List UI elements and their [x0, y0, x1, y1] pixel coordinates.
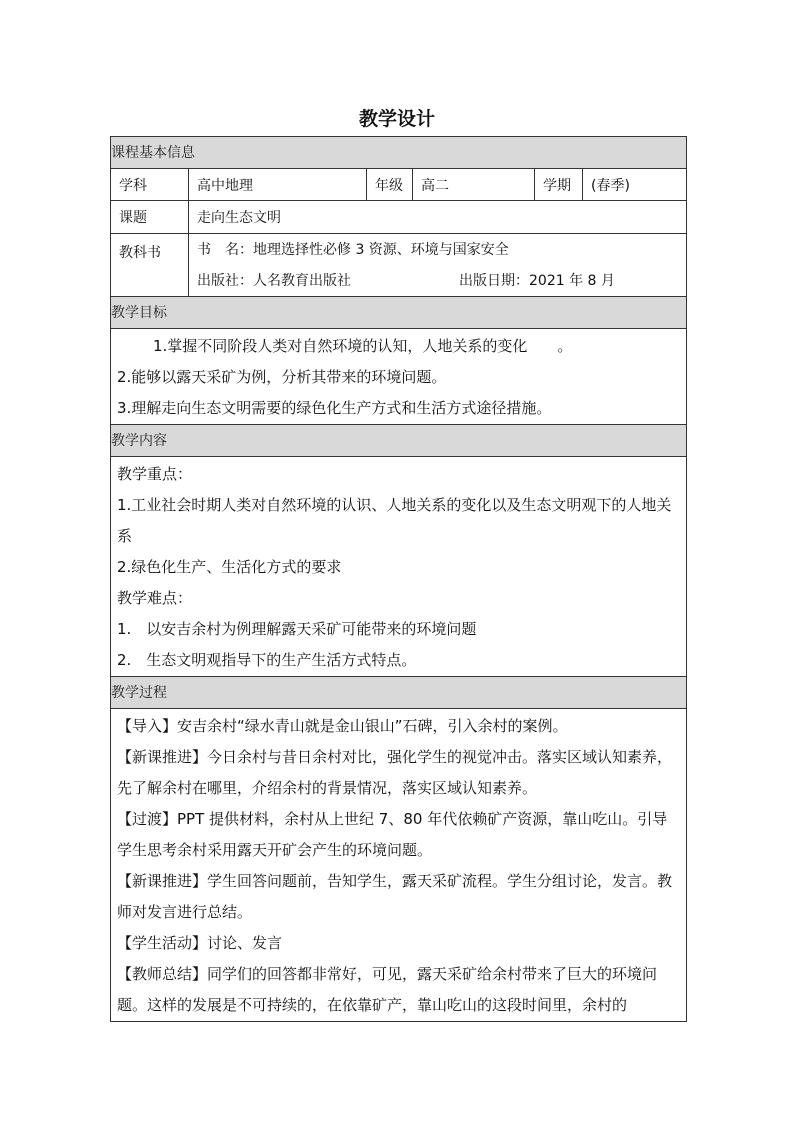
key-point-item: 2.绿色化生产、生活化方式的要求	[117, 558, 342, 576]
process-paragraph: 【新课推进】学生回答问题前，告知学生，露天采矿流程。学生分组讨论，发言。教师对发言进行总结。	[117, 872, 673, 921]
objectives-header: 教学目标	[111, 297, 686, 329]
process-header: 教学过程	[111, 677, 686, 709]
basic-info-row	[111, 169, 686, 201]
process-paragraph: 【过渡】PPT 提供材料，余村从上世纪 7、80 年代依赖矿产资源，靠山吃山。引导学生思考余村采用露天开矿会产生的环境问题。	[117, 810, 668, 859]
process-paragraph: 【新课推进】今日余村与昔日余村对比，强化学生的视觉冲击。落实区域认知素养，先了解余村在哪里，介绍余村的背景情况，落实区域认知素养。	[117, 748, 673, 797]
content-header: 教学内容	[111, 425, 686, 457]
term-label: 学期	[535, 169, 583, 200]
topic-value: 走向生态文明	[197, 210, 281, 226]
topic-row	[111, 201, 686, 234]
process-paragraph: 【教师总结】同学们的回答都非常好，可见，露天采矿给余村带来了巨大的环境问题。这样的发展是不可持续的，在依靠矿产，靠山吃山的这段时间里，余村的	[117, 965, 658, 1014]
page-title: 教学设计	[358, 108, 435, 130]
lesson-plan-table	[110, 136, 687, 1022]
subject-label: 学科	[111, 169, 189, 200]
textbook-row	[111, 234, 686, 297]
textbook-label: 教科书	[111, 234, 189, 296]
textbook-details	[189, 234, 686, 296]
topic-label: 课题	[111, 201, 189, 233]
difficult-label: 教学难点：	[117, 589, 193, 607]
difficult-item: 1. 以安吉余村为例理解露天采矿可能带来的环境问题	[117, 620, 477, 638]
objective-item: 2.能够以露天采矿为例，分析其带来的环境问题。	[117, 368, 447, 386]
objective-item: 1.掌握不同阶段人类对自然环境的认知，人地关系的变化 。	[153, 337, 573, 355]
objectives-body	[111, 329, 686, 425]
publisher: 出版社：人名教育出版社	[197, 272, 351, 289]
content-body	[111, 457, 686, 677]
subject-value: 高中地理	[189, 169, 367, 200]
difficult-item: 2. 生态文明观指导下的生产生活方式特点。	[117, 651, 417, 669]
term-value: (春季)	[591, 177, 630, 194]
publish-date: 出版日期：2021 年 8 月	[459, 272, 615, 289]
grade-value: 高二	[413, 169, 535, 200]
process-paragraph: 【学生活动】讨论、发言	[117, 934, 283, 952]
objective-item: 3.理解走向生态文明需要的绿色化生产方式和生活方式途径措施。	[117, 399, 552, 417]
key-point-item: 1.工业社会时期人类对自然环境的认识、人地关系的变化以及生态文明观下的人地关系	[117, 496, 672, 545]
publisher-line	[197, 271, 615, 291]
key-points-label: 教学重点：	[117, 465, 193, 483]
process-paragraph: 【导入】安吉余村“绿水青山就是金山银山”石碑，引入余村的案例。	[117, 717, 568, 735]
book-name: 书 名：地理选择性必修 3 资源、环境与国家安全	[197, 241, 509, 258]
grade-label: 年级	[367, 169, 413, 200]
process-body	[111, 709, 686, 1021]
basic-info-header: 课程基本信息	[111, 137, 686, 169]
